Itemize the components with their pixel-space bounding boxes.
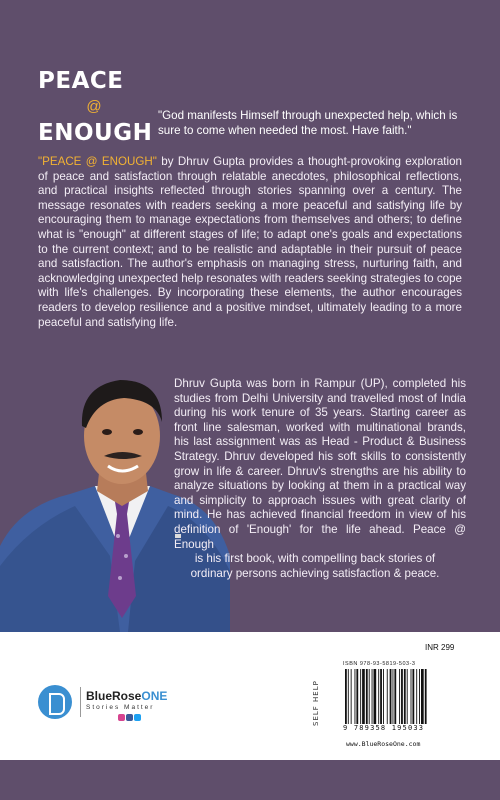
author-bio <box>174 377 466 581</box>
social-icons <box>118 714 142 723</box>
isbn-label: ISBN 978-93-5819-503-3 <box>343 661 416 667</box>
bluerose-logo-icon <box>38 685 72 719</box>
title-enough: ENOUGH <box>38 120 153 146</box>
barcode-number: 9 789358 195033 <box>343 724 425 732</box>
publisher-name-bluerose: BlueRose <box>86 689 142 703</box>
book-title <box>38 68 153 146</box>
facebook-icon <box>126 714 133 721</box>
genre-label: SELF HELP <box>312 680 320 726</box>
twitter-icon <box>134 714 141 721</box>
author-bio-tail: is his first book, with compelling back stories of ordinary persons achieving satisfaction & peace. <box>190 552 440 580</box>
blurb-title-highlight: "PEACE @ ENOUGH" <box>38 155 157 168</box>
price-label: INR 299 <box>425 643 455 652</box>
publisher-website: www.BlueRoseOne.com <box>346 740 421 748</box>
blurb-text: by Dhruv Gupta provides a thought-provoking exploration of peace and satisfaction through relatable anecdotes, philosophical reflections, and practical insights reflected through stories spanning over a century. The message resonates with readers seeking a more peaceful and satisfying life by encouraging them to manage expectations from themselves and others; to define what is "enough" at different stages of life; to adapt one's goals and expectations to the current context; and to be realistic and adaptable in their pursuit of peace and satisfaction. The author's emphasis on managing stress, nurturing faith, and acknowledging unexpected help resonates with readers seeking strategies to cope with life's challenges. By incorporating these elements, the author encourages readers to develop resilience and a positive mindset, ultimately leading to a more peaceful and satisfying life. <box>38 155 462 329</box>
author-bio-main: Dhruv Gupta was born in Rampur (UP), completed his studies from Delhi University and travelled most of India during his work tenure of 35 years. Starting career as front line salesman, worked with multinational brands, his last assignment was as Head - Product & Business Strategy. Dhruv developed his soft skills to consistently grow in life & career. Dhruv's strengths are his ability to analyze situations by looking at them in a practical way and simplicity to approach issues with great clarity of mind. He has achieved financial freedom in view of his definition of 'Enough' for the life ahead. Peace @ Enough <box>174 377 466 551</box>
bottom-band <box>0 760 500 800</box>
isbn-barcode <box>343 669 451 724</box>
title-at-symbol: @ <box>86 98 102 115</box>
publisher-name-one: ONE <box>141 689 168 703</box>
publisher-logo <box>38 685 178 729</box>
epigraph-quote: "God manifests Himself through unexpected help, which is sure to come when needed the most. Have faith." <box>158 109 458 137</box>
book-blurb <box>38 155 462 330</box>
publisher-name <box>86 689 167 703</box>
publisher-tagline: Stories Matter <box>86 704 155 711</box>
instagram-icon <box>118 714 125 721</box>
title-peace: PEACE <box>38 68 124 94</box>
logo-divider <box>80 687 81 717</box>
